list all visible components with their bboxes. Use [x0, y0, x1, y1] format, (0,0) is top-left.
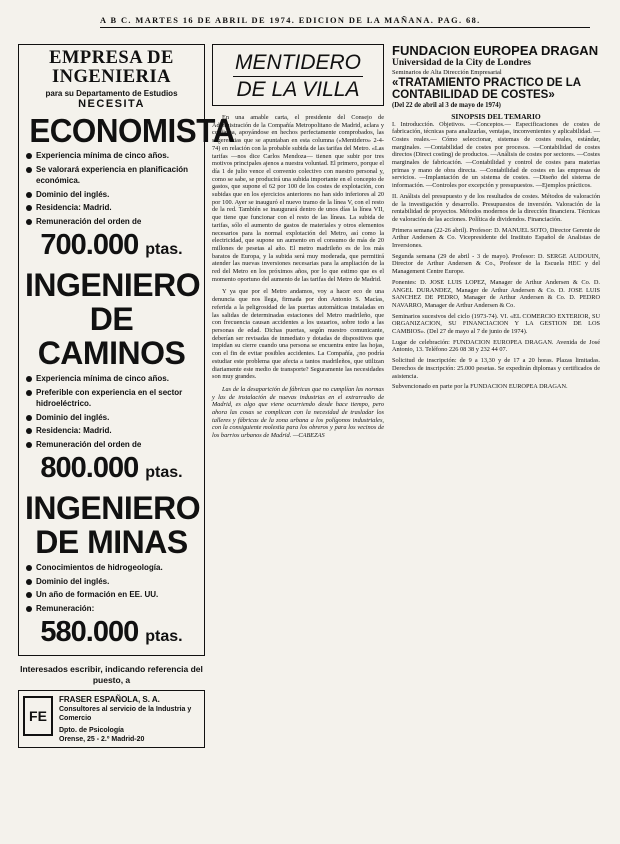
fraser-description: Consultores al servicio de la Industria y Comercio	[59, 706, 192, 722]
requirement: Un año de formación en EE. UU.	[25, 589, 198, 601]
job-title-civil-engineer: INGENIERO DE CAMINOS	[25, 267, 201, 371]
paragraph: En una amable carta, el presidente del Consejo de Administración de la Compañía Metropolitano de Madrid, aclara y confirma, apoyándose en hechos perfectamente comprobados, las sugerencias que se apuntaban en esta columna («Mentidero» 2-4-74) en relación con la probable subida de las tarifas del Metro. «Las tarifas —nos dice Carlos Mendoza— tienen que subir por tres motivos principales ajenos a nuestra voluntad. El primero, porque el día 1 de julio vence el convenio colectivo con nuestro personal y, como se sabe, se producirá una subida importante en el concepto de gastos, que supone el 62 por 100 de los costes de explotación, con subidas que en los ejercicios anteriores no han sido inferiores al 20 por 100. Ayer se inauguró el nuevo tramo de la línea V, con el resto de la red. También se inaugurará dentro de unos días la línea VII, que tiene que funcionar con el resto de las líneas. La subida de tarifas, sólo el aumento de gastos de materiales y otros elementos necesarios para la normal explotación del Metro, así como la electricidad, que supone un aumento en el consumo de más de 20 millones de pesetas al año. El metro madrileño es de los más baratos de Europa, y la subida será muy moderada, que permitirá atender las nuevas inversiones necesarias para la ampliación de la red del Metro en los próximos años, por lo que estimo que es el momento oportuno del aumento de las tarifas del Metro de Madrid.	[212, 114, 384, 283]
paragraph: Y ya que por el Metro andamos, voy a hacer eco de una denuncia que nos llega, firmada por don Antonio S. Macías, referida a la peligrosidad de las puertas automáticas instaladas en las salidas de determinadas estaciones del Metro madrileño, que con frecuencia causan accidentes a los usuarios, sobre todo a las personas de edad. Dichas puertas, según nuestro comunicante, deberían ser revisadas de inmediato y dotadas de dispositivos que impidan su cierre cuando una persona se encuentra entre las hojas, con el fin de evitar posibles accidentes. La Compañía, ¿no podría estudiar este problema que afecta a tantos madrileños, que utilizan diariamente este medio de transporte? Seguramente las necesidades son muy grandes.	[212, 288, 384, 381]
requirement: Dominio del inglés.	[25, 576, 198, 588]
requirement: Se valorará experiencia en planificación económica.	[25, 164, 198, 187]
column-body	[212, 114, 384, 440]
requirement: Preferible con experiencia en el sector hidroeléctrico.	[25, 387, 198, 410]
requirement: Dominio del inglés.	[25, 189, 198, 201]
requirement: Conocimientos de hidrogeología.	[25, 562, 198, 574]
needs-label: NECESITA	[78, 98, 145, 110]
requirement: Remuneración del orden de	[25, 439, 198, 451]
mentidero-column	[212, 44, 384, 839]
fe-logo-icon: FE	[23, 696, 53, 736]
seminar-type: Seminarios de Alta Dirección Empresarial	[392, 68, 502, 76]
foundation-title: FUNDACION EUROPEA DRAGAN	[392, 43, 599, 58]
ad-frame	[18, 44, 235, 656]
requirement: Experiencia mínima de cinco años.	[25, 150, 198, 162]
requirement: Residencia: Madrid.	[25, 202, 198, 214]
paragraph: Las de la desaparición de fábricas que no cumplían las normas y las de instalación de nuevas industrias en el extrarradio de Madrid, es algo que viene ocurriendo desde hace tiempo, pero ahora las cosas se complican con la necesidad de trasladar los talleres y fábricas de la zona urbana a los polígonos industriales, con la consiguiente molestia para los obreros y para los vecinos de los barrios urbanos de Madrid. —CABEZAS	[212, 385, 384, 440]
seminar-title: «TRATAMIENTO PRACTICO DE LA CONTABILIDAD DE COSTES»	[392, 76, 581, 101]
requirements-list	[25, 562, 198, 614]
company-name: EMPRESA DE INGENIERIA	[49, 48, 174, 87]
fraser-address: Dpto. de Psicología Orense, 25 - 2.º Madrid-20	[59, 727, 145, 743]
fraser-box	[18, 690, 205, 748]
fraser-name: FRASER ESPAÑOLA, S. A.	[59, 695, 160, 704]
requirement: Remuneración:	[25, 603, 198, 615]
contact-instructions: Interesados escribir, indicando referencia del puesto, a	[20, 664, 203, 685]
requirement: Remuneración del orden de	[25, 216, 198, 228]
page-header: A B C. MARTES 16 DE ABRIL DE 1974. EDICION DE LA MAÑANA. PAG. 68.	[100, 16, 590, 28]
requirement: Dominio del inglés.	[25, 412, 198, 424]
job-title-economist: ECONOMISTA	[29, 112, 235, 149]
salary: 800.000 ptas.	[40, 452, 183, 484]
salary: 700.000 ptas.	[40, 229, 183, 261]
column-title: MENTIDERO DE LA VILLA	[212, 44, 384, 106]
seminar-dates: (Del 22 de abril al 3 de mayo de 1974)	[392, 101, 501, 109]
department: para su Departamento de Estudios	[45, 89, 178, 98]
section-title: SINOPSIS DEL TEMARIO	[451, 111, 541, 121]
salary: 580.000 ptas.	[40, 616, 183, 648]
syllabus-body: I. Introducción. Objetivos. —Conceptos.— Especificaciones de costes de fabricación, técnicas para analizarlas, ventajas, inconvenientes y aplicabilidad. —Costes reales.— Cómo seleccionar, sistemas de costes reales, estándar, marginales. —Contabilidad de costes por procesos. —Contabilidad de costes directos (Direct costing) de productos. —Análisis de costes por sectores. —Costes marginales de fabricación. —Contabilidad y control de costes para materias primas y mano de obra directa. —Contabilidad de costes en las empresas de servicios. —Implantación de un sistema de costes. —Diseño del sistema de información. —Controles por excepción y presupuestos. —Ejemplos prácticos. II. Análisis del presupuesto y de los resultados de costes. Métodos de valoración de la investigación y desarrollo. Presupuestos de inversión. Valoración de la rentabilidad de proyectos. Métodos modernos de la dirección financiera. Técnicas de valoración de las acciones. Política de dividendos. Financiación. Primera semana (22-26 abril). Profesor: D. MANUEL SOTO, Director Gerente de Arthur Andersen & Co. Vicepresidente del Instituto Español de Analistas de Inversiones. Segunda semana (29 de abril - 3 de mayo). Profesor: D. SERGE AUDOUIN, Director de Arthur Andersen & Co., Profesor de la Escuela HEC y del Management Centre Europe. Ponentes: D. JOSE LUIS LOPEZ, Manager de Arthur Andersen & Co. D. ANGEL DURANDEZ, Manager de Arthur Andersen & Co. D. JOSE LUIS SANCHEZ DE PEDRO, Manager de Arthur Andersen & Co. D. PEDRO NAVARRO, Manager de Arthur Andersen & Co. Seminarios sucesivos del ciclo (1973-74). VI. «EL COMERCIO EXTERIOR, SU ORGANIZACION, SU FINANCIACION Y LA GESTION DE LOS CAMBIOS». (Del 27 de mayo al 7 de junio de 1974). Lugar de celebración: FUNDACION EUROPEA DRAGAN. Avenida de José Antonio, 13. Teléfono 226 08 38 y 232 44 07. Solicitud de inscripción: de 9 a 13,30 y de 17 a 20 horas. Plazas limitadas. Derechos de inscripción: 25.000 pesetas. Se expedirán diplomas y certificados de asistencia. Subvencionado en parte por la FUNDACION EUROPEA DRAGAN.	[392, 120, 600, 391]
job-title-mining-engineer: INGENIERO DE MINAS	[25, 490, 201, 560]
job-advertisement	[18, 44, 235, 844]
requirements-list	[25, 373, 198, 450]
fundacion-dragan-ad	[392, 44, 600, 839]
requirement: Residencia: Madrid.	[25, 425, 198, 437]
requirement: Experiencia mínima de cinco años.	[25, 373, 198, 385]
requirements-list	[25, 150, 198, 227]
university-name: Universidad de la City de Londres	[392, 58, 531, 68]
